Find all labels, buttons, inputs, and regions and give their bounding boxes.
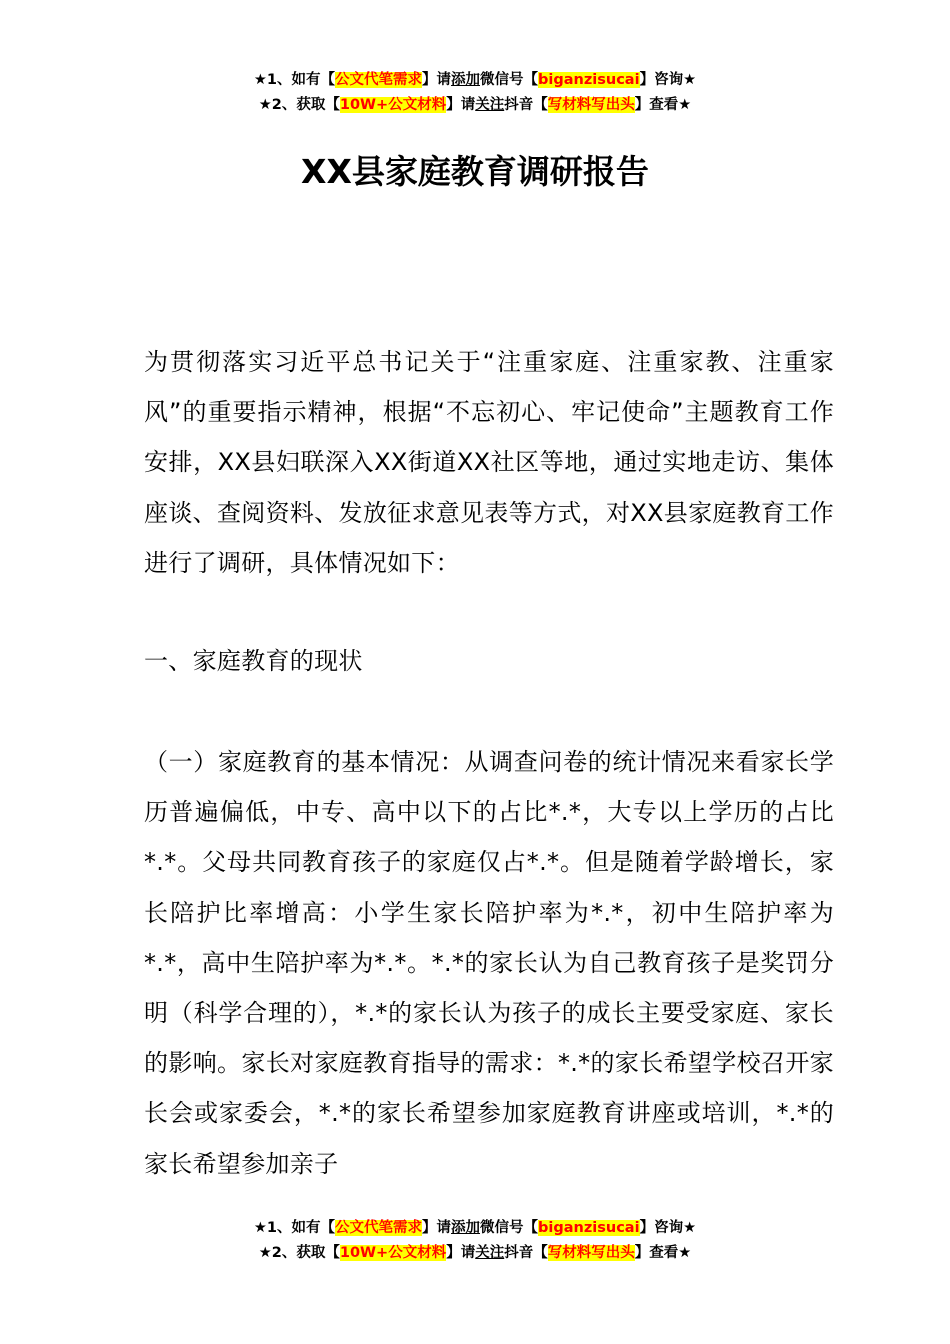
highlight-wechat-id: biganzisucai [538,1220,640,1236]
banner-line-2: ★2、获取【10W+公文材料】请关注抖音【写材料写出头】查看★ [258,1245,692,1261]
highlight-materials: 10W+公文材料 [339,97,447,113]
highlight-service: 公文代笔需求 [335,72,423,88]
section-heading: 一、家庭教育的现状 [144,647,363,675]
highlight-douyin-id: 写材料写出头 [547,97,635,113]
highlight-wechat-id: biganzisucai [538,72,640,88]
highlight-douyin-id: 写材料写出头 [547,1245,635,1261]
highlight-service: 公文代笔需求 [335,1220,423,1236]
document-title: XX县家庭教育调研报告 [301,152,649,191]
footer-banner [0,1216,950,1266]
banner-line-1: ★1、如有【公文代笔需求】请添加微信号【biganzisucai】咨询★ [253,72,697,88]
banner-line-1: ★1、如有【公文代笔需求】请添加微信号【biganzisucai】咨询★ [253,1220,697,1236]
banner-line-2: ★2、获取【10W+公文材料】请关注抖音【写材料写出头】查看★ [258,97,692,113]
header-banner [0,68,950,118]
intro-paragraph: 为贯彻落实习近平总书记关于“注重家庭、注重家教、注重家风”的重要指示精神，根据“不忘初心、牢记使命”主题教育工作安排，XX县妇联深入XX街道XX社区等地，通过实地走访、集体座谈、查阅资料、发放征求意见表等方式，对XX县家庭教育工作进行了调研，具体情况如下： [144,348,834,577]
section-paragraph: （一）家庭教育的基本情况：从调查问卷的统计情况来看家长学历普遍偏低，中专、高中以下的占比*.*，大专以上学历的占比*.*。父母共同教育孩子的家庭仅占*.*。但是随着学龄增长，家长陪护比率增高：小学生家长陪护率为*.*，初中生陪护率为*.*，高中生陪护率为*.*。*.*的家长认为自己教育孩子是奖罚分明（科学合理的），*.*的家长认为孩子的成长主要受家庭、家长的影响。家长对家庭教育指导的需求：*.*的家长希望学校召开家长会或家委会，*.*的家长希望参加家庭教育讲座或培训，*.*的家长希望参加亲子 [144,748,834,1178]
highlight-materials: 10W+公文材料 [339,1245,447,1261]
